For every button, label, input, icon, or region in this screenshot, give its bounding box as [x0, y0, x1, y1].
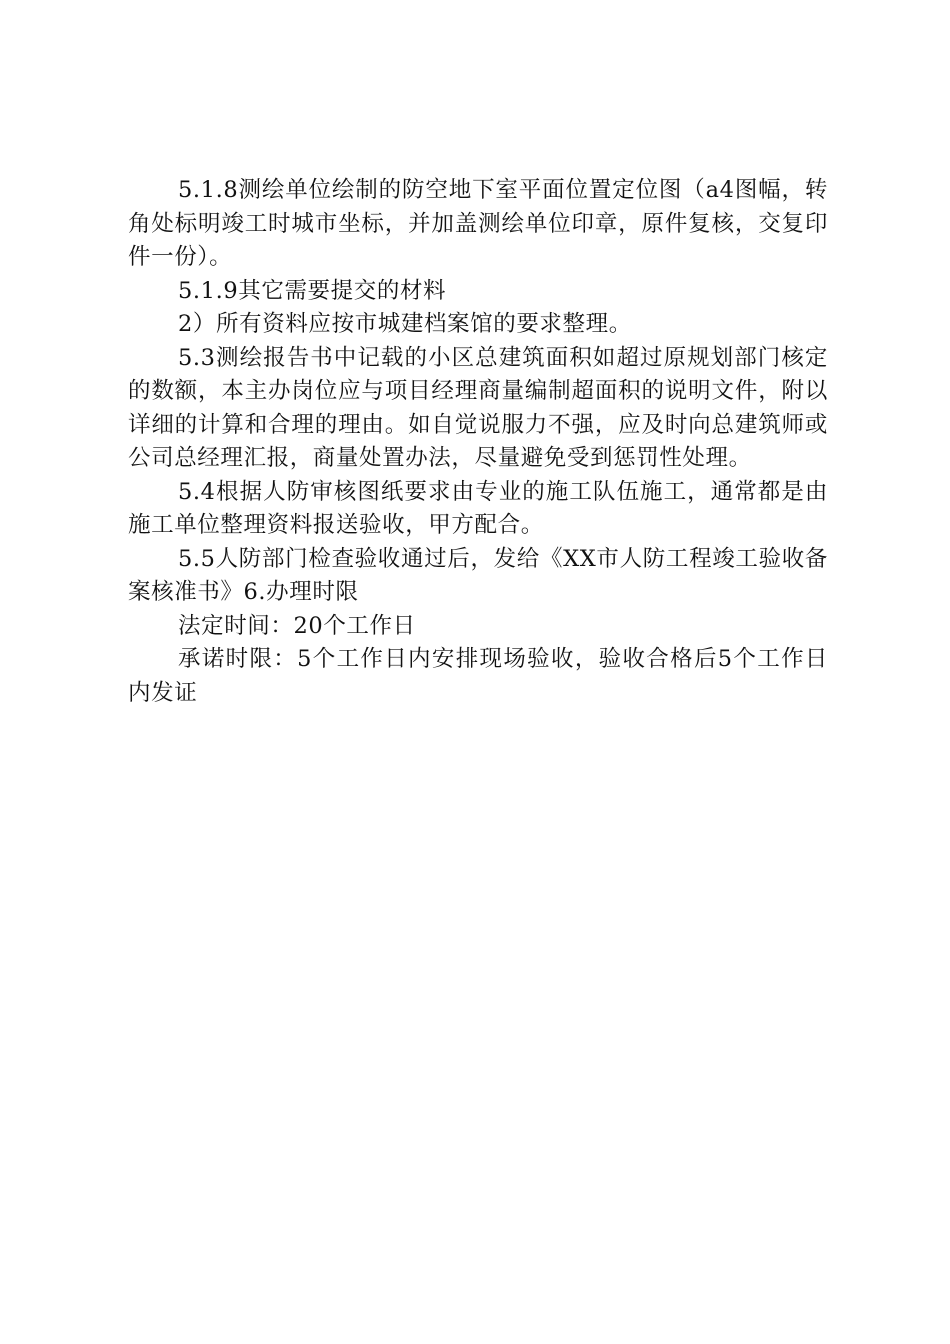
- paragraph-5-4: 5.4根据人防审核图纸要求由专业的施工队伍施工，通常都是由施工单位整理资料报送验收，甲方配合。: [128, 478, 828, 538]
- paragraph-committed-time: 承诺时限：5个工作日内安排现场验收，验收合格后5个工作日内发证: [128, 646, 828, 706]
- paragraph-legal-time: 法定时间：20个工作日: [178, 612, 416, 639]
- paragraph-5-3: 5.3测绘报告书中记载的小区总建筑面积如超过原规划部门核定的数额，本主办岗位应与项目经理商量编制超面积的说明文件，附以详细的计算和合理的理由。如自觉说服力不强，应及时向总建筑师或公司总经理汇报，商量处置办法，尽量避免受到惩罚性处理。: [128, 344, 828, 471]
- paragraph-5-5: 5.5人防部门检查验收通过后，发给《XX市人防工程竣工验收备案核准书》6.办理时限: [128, 545, 828, 605]
- document-body: [128, 174, 828, 710]
- paragraph-5-1-8: 5.1.8测绘单位绘制的防空地下室平面位置定位图（a4图幅，转角处标明竣工时城市坐标，并加盖测绘单位印章，原件复核，交复印件一份）。: [128, 177, 828, 270]
- paragraph-archive-requirement: 2）所有资料应按市城建档案馆的要求整理。: [178, 311, 632, 337]
- paragraph-5-1-9: 5.1.9其它需要提交的材料: [178, 277, 447, 304]
